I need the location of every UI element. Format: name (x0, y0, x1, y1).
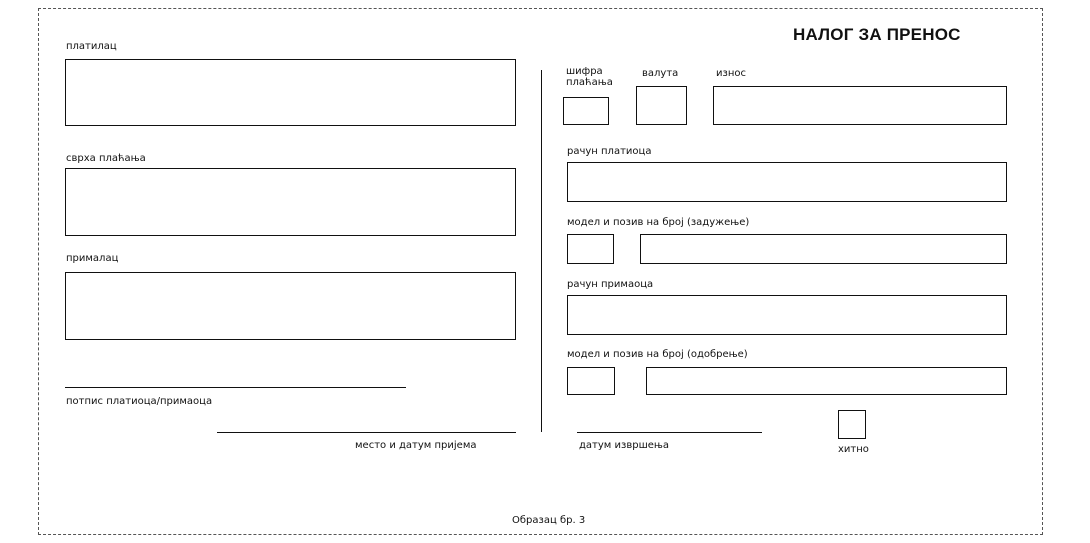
debit-model-field[interactable] (567, 234, 614, 264)
signature-label: потпис платиоца/примаоца (66, 396, 213, 407)
credit-model-field[interactable] (567, 367, 615, 395)
debit-model-label: модел и позив на број (задужење) (567, 217, 750, 228)
payer-field[interactable] (65, 59, 516, 126)
purpose-field[interactable] (65, 168, 516, 236)
form-title: НАЛОГ ЗА ПРЕНОС (793, 25, 961, 44)
amount-label: износ (716, 68, 746, 79)
payer-account-field[interactable] (567, 162, 1007, 202)
credit-model-label: модел и позив на број (одобрење) (567, 349, 748, 360)
column-divider (541, 70, 542, 432)
execution-date-label: датум извршења (579, 440, 669, 451)
amount-field[interactable] (713, 86, 1007, 125)
signature-line[interactable] (65, 387, 406, 388)
payer-account-label: рачун платиоца (567, 146, 652, 157)
recipient-account-field[interactable] (567, 295, 1007, 335)
payer-label: платилац (66, 41, 117, 52)
place-date-label: место и датум пријема (355, 440, 477, 451)
urgent-label: хитно (838, 444, 869, 455)
payment-code-field[interactable] (563, 97, 609, 125)
urgent-checkbox[interactable] (838, 410, 866, 439)
recipient-field[interactable] (65, 272, 516, 340)
credit-reference-field[interactable] (646, 367, 1007, 395)
execution-date-line[interactable] (577, 432, 762, 433)
recipient-label: прималац (66, 253, 119, 264)
place-date-line[interactable] (217, 432, 516, 433)
currency-label: валута (642, 68, 679, 79)
form-number: Образац бр. 3 (512, 515, 586, 526)
currency-field[interactable] (636, 86, 687, 125)
purpose-label: сврха плаћања (66, 153, 146, 164)
debit-reference-field[interactable] (640, 234, 1007, 264)
payment-code-label: шифра плаћања (566, 66, 613, 88)
recipient-account-label: рачун примаоца (567, 279, 654, 290)
